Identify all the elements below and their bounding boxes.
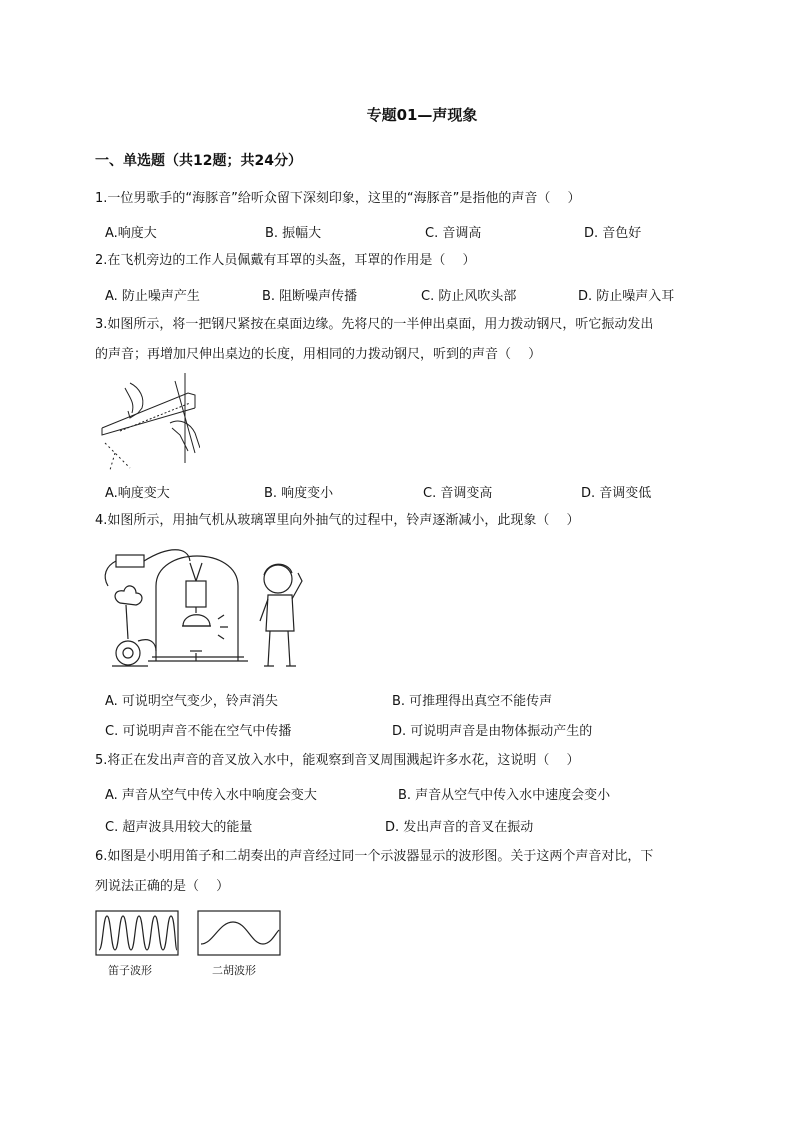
flute-waveform xyxy=(95,910,179,956)
section-heading: 一、单选题（共12题；共24分） xyxy=(95,153,302,169)
q1-option-a[interactable]: A.响度大 xyxy=(105,226,157,241)
erhu-waveform xyxy=(197,910,281,956)
question-4-stem: 4.如图所示，用抽气机从玻璃罩里向外抽气的过程中，铃声逐渐减小，此现象（ ） xyxy=(95,513,580,528)
q3-option-c[interactable]: C. 音调变高 xyxy=(423,486,493,501)
page-title: 专题01—声现象 xyxy=(366,106,478,124)
q4-option-b[interactable]: B. 可推理得出真空不能传声 xyxy=(392,694,553,709)
question-6-stem-line-1: 6.如图是小明用笛子和二胡奏出的声音经过同一个示波器显示的波形图。关于这两个声音对比，下 xyxy=(95,849,654,864)
question-3-stem-line-2: 的声音；再增加尺伸出桌边的长度，用相同的力拨动钢尺，听到的声音（ ） xyxy=(95,347,542,362)
flute-waveform-caption: 笛子波形 xyxy=(108,964,152,977)
q3-option-a[interactable]: A.响度变大 xyxy=(105,486,170,501)
q4-option-c[interactable]: C. 可说明声音不能在空气中传播 xyxy=(105,724,292,739)
bell-jar-figure xyxy=(98,541,308,676)
q5-option-a[interactable]: A. 声音从空气中传入水中响度会变大 xyxy=(105,788,317,803)
question-6-stem-line-2: 列说法正确的是（ ） xyxy=(95,879,230,894)
q4-option-d[interactable]: D. 可说明声音是由物体振动产生的 xyxy=(392,724,593,739)
q2-option-b[interactable]: B. 阻断噪声传播 xyxy=(262,289,358,304)
question-2-stem: 2.在飞机旁边的工作人员佩戴有耳罩的头盔，耳罩的作用是（ ） xyxy=(95,253,476,268)
q3-option-d[interactable]: D. 音调变低 xyxy=(581,486,652,501)
question-1-stem: 1.一位男歌手的“海豚音”给听众留下深刻印象，这里的“海豚音”是指他的声音（ ） xyxy=(95,191,581,206)
q2-option-a[interactable]: A. 防止噪声产生 xyxy=(105,289,200,304)
q5-option-b[interactable]: B. 声音从空气中传入水中速度会变小 xyxy=(398,788,611,803)
erhu-waveform-caption: 二胡波形 xyxy=(212,964,256,977)
q5-option-d[interactable]: D. 发出声音的音叉在振动 xyxy=(385,820,534,835)
q5-option-c[interactable]: C. 超声波具用较大的能量 xyxy=(105,820,253,835)
q2-option-d[interactable]: D. 防止噪声入耳 xyxy=(578,289,675,304)
q1-option-c[interactable]: C. 音调高 xyxy=(425,226,482,241)
q4-option-a[interactable]: A. 可说明空气变少，铃声消失 xyxy=(105,694,278,709)
question-3-stem-line-1: 3.如图所示，将一把钢尺紧按在桌面边缘。先将尺的一半伸出桌面，用力拨动钢尺，听它振动发出 xyxy=(95,317,654,332)
q3-option-b[interactable]: B. 响度变小 xyxy=(264,486,334,501)
ruler-figure xyxy=(100,373,200,470)
question-5-stem: 5.将正在发出声音的音叉放入水中，能观察到音叉周围溅起许多水花，这说明（ ） xyxy=(95,753,580,768)
q1-option-b[interactable]: B. 振幅大 xyxy=(265,226,322,241)
q2-option-c[interactable]: C. 防止风吹头部 xyxy=(421,289,517,304)
q1-option-d[interactable]: D. 音色好 xyxy=(584,226,642,241)
